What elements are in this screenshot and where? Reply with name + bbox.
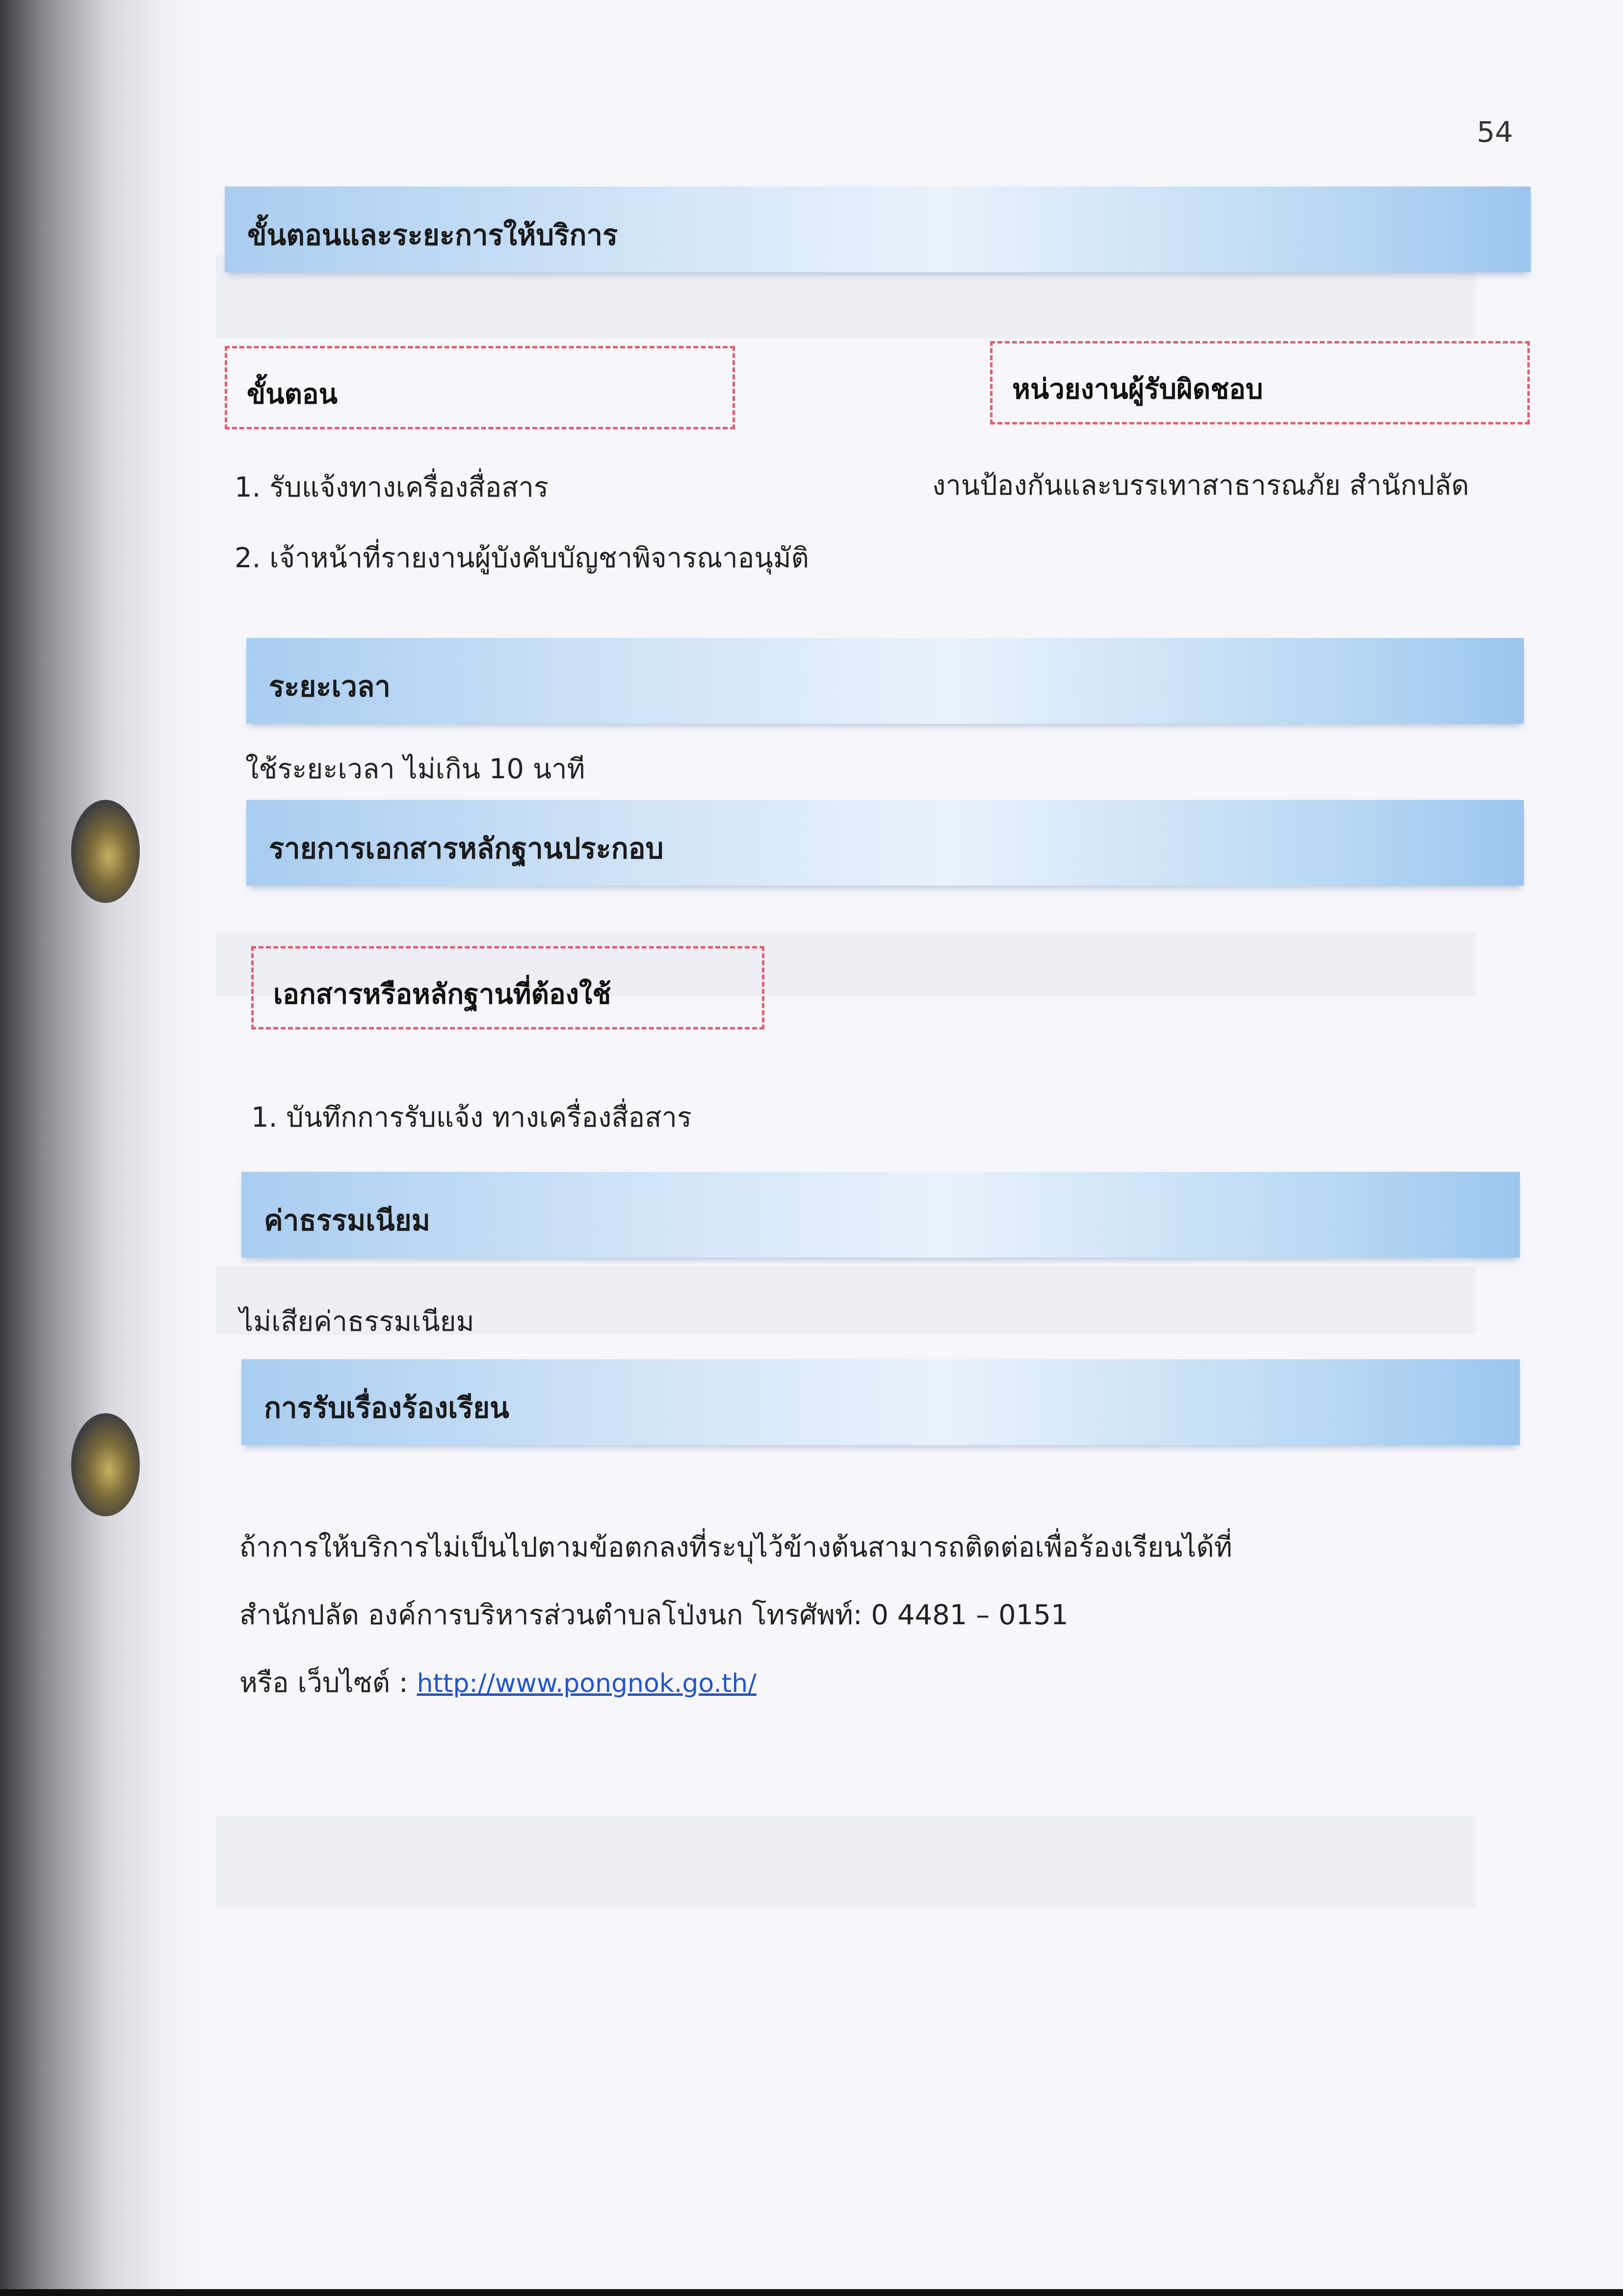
documents-sub-header-label: เอกสารหรือหลักฐานที่ต้องใช้	[273, 978, 611, 1010]
section-title: ขั้นตอนและระยะการให้บริการ	[247, 218, 618, 252]
steps-column-header	[225, 346, 735, 429]
document-item: 1. บันทึกการรับแจ้ง ทางเครื่องสื่อสาร	[251, 1102, 692, 1134]
step-item: 2. เจ้าหน้าที่รายงานผู้บังคับบัญชาพิจารณาอนุมัติ	[235, 542, 809, 574]
section-title: ระยะเวลา	[269, 670, 391, 703]
complaints-website-line	[239, 1661, 757, 1704]
website-link[interactable]: http://www.pongnok.go.th/	[417, 1669, 757, 1698]
section-title: รายการเอกสารหลักฐานประกอบ	[269, 832, 664, 865]
binder-hole	[71, 800, 140, 903]
duration-text: ใช้ระยะเวลา ไม่เกิน 10 นาที	[245, 753, 585, 785]
section-banner-steps	[225, 186, 1531, 272]
fees-text: ไม่เสียค่าธรรมเนียม	[239, 1306, 474, 1338]
section-banner-fees	[241, 1172, 1520, 1258]
documents-sub-header	[251, 946, 764, 1029]
responsible-unit: งานป้องกันและบรรเทาสาธารณภัย สำนักปลัด	[932, 470, 1469, 501]
section-banner-documents	[246, 800, 1524, 886]
bleed-through-block	[216, 1816, 1476, 1909]
complaints-line: ถ้าการให้บริการไม่เป็นไปตามข้อตกลงที่ระบุไว้ข้างต้นสามารถติดต่อเพื่อร้องเรียนได้ที่	[239, 1531, 1232, 1563]
website-prefix: หรือ เว็บไซต์ :	[239, 1667, 417, 1699]
responsible-header-label: หน่วยงานผู้รับผิดชอบ	[1012, 373, 1263, 405]
section-banner-complaints	[241, 1359, 1520, 1445]
binder-hole	[71, 1413, 140, 1516]
steps-header-label: ขั้นตอน	[247, 378, 338, 410]
complaints-contact: สำนักปลัด องค์การบริหารส่วนตำบลโป่งนก โทรศัพท์: 0 4481 – 0151	[239, 1599, 1069, 1631]
step-item: 1. รับแจ้งทางเครื่องสื่อสาร	[235, 472, 549, 503]
section-title: ค่าธรรมเนียม	[264, 1204, 430, 1237]
page-bottom-edge	[0, 2289, 1623, 2296]
section-banner-duration	[246, 638, 1524, 724]
section-title: การรับเรื่องร้องเรียน	[264, 1391, 509, 1425]
page-number: 54	[1477, 115, 1513, 149]
responsible-column-header	[990, 341, 1530, 424]
